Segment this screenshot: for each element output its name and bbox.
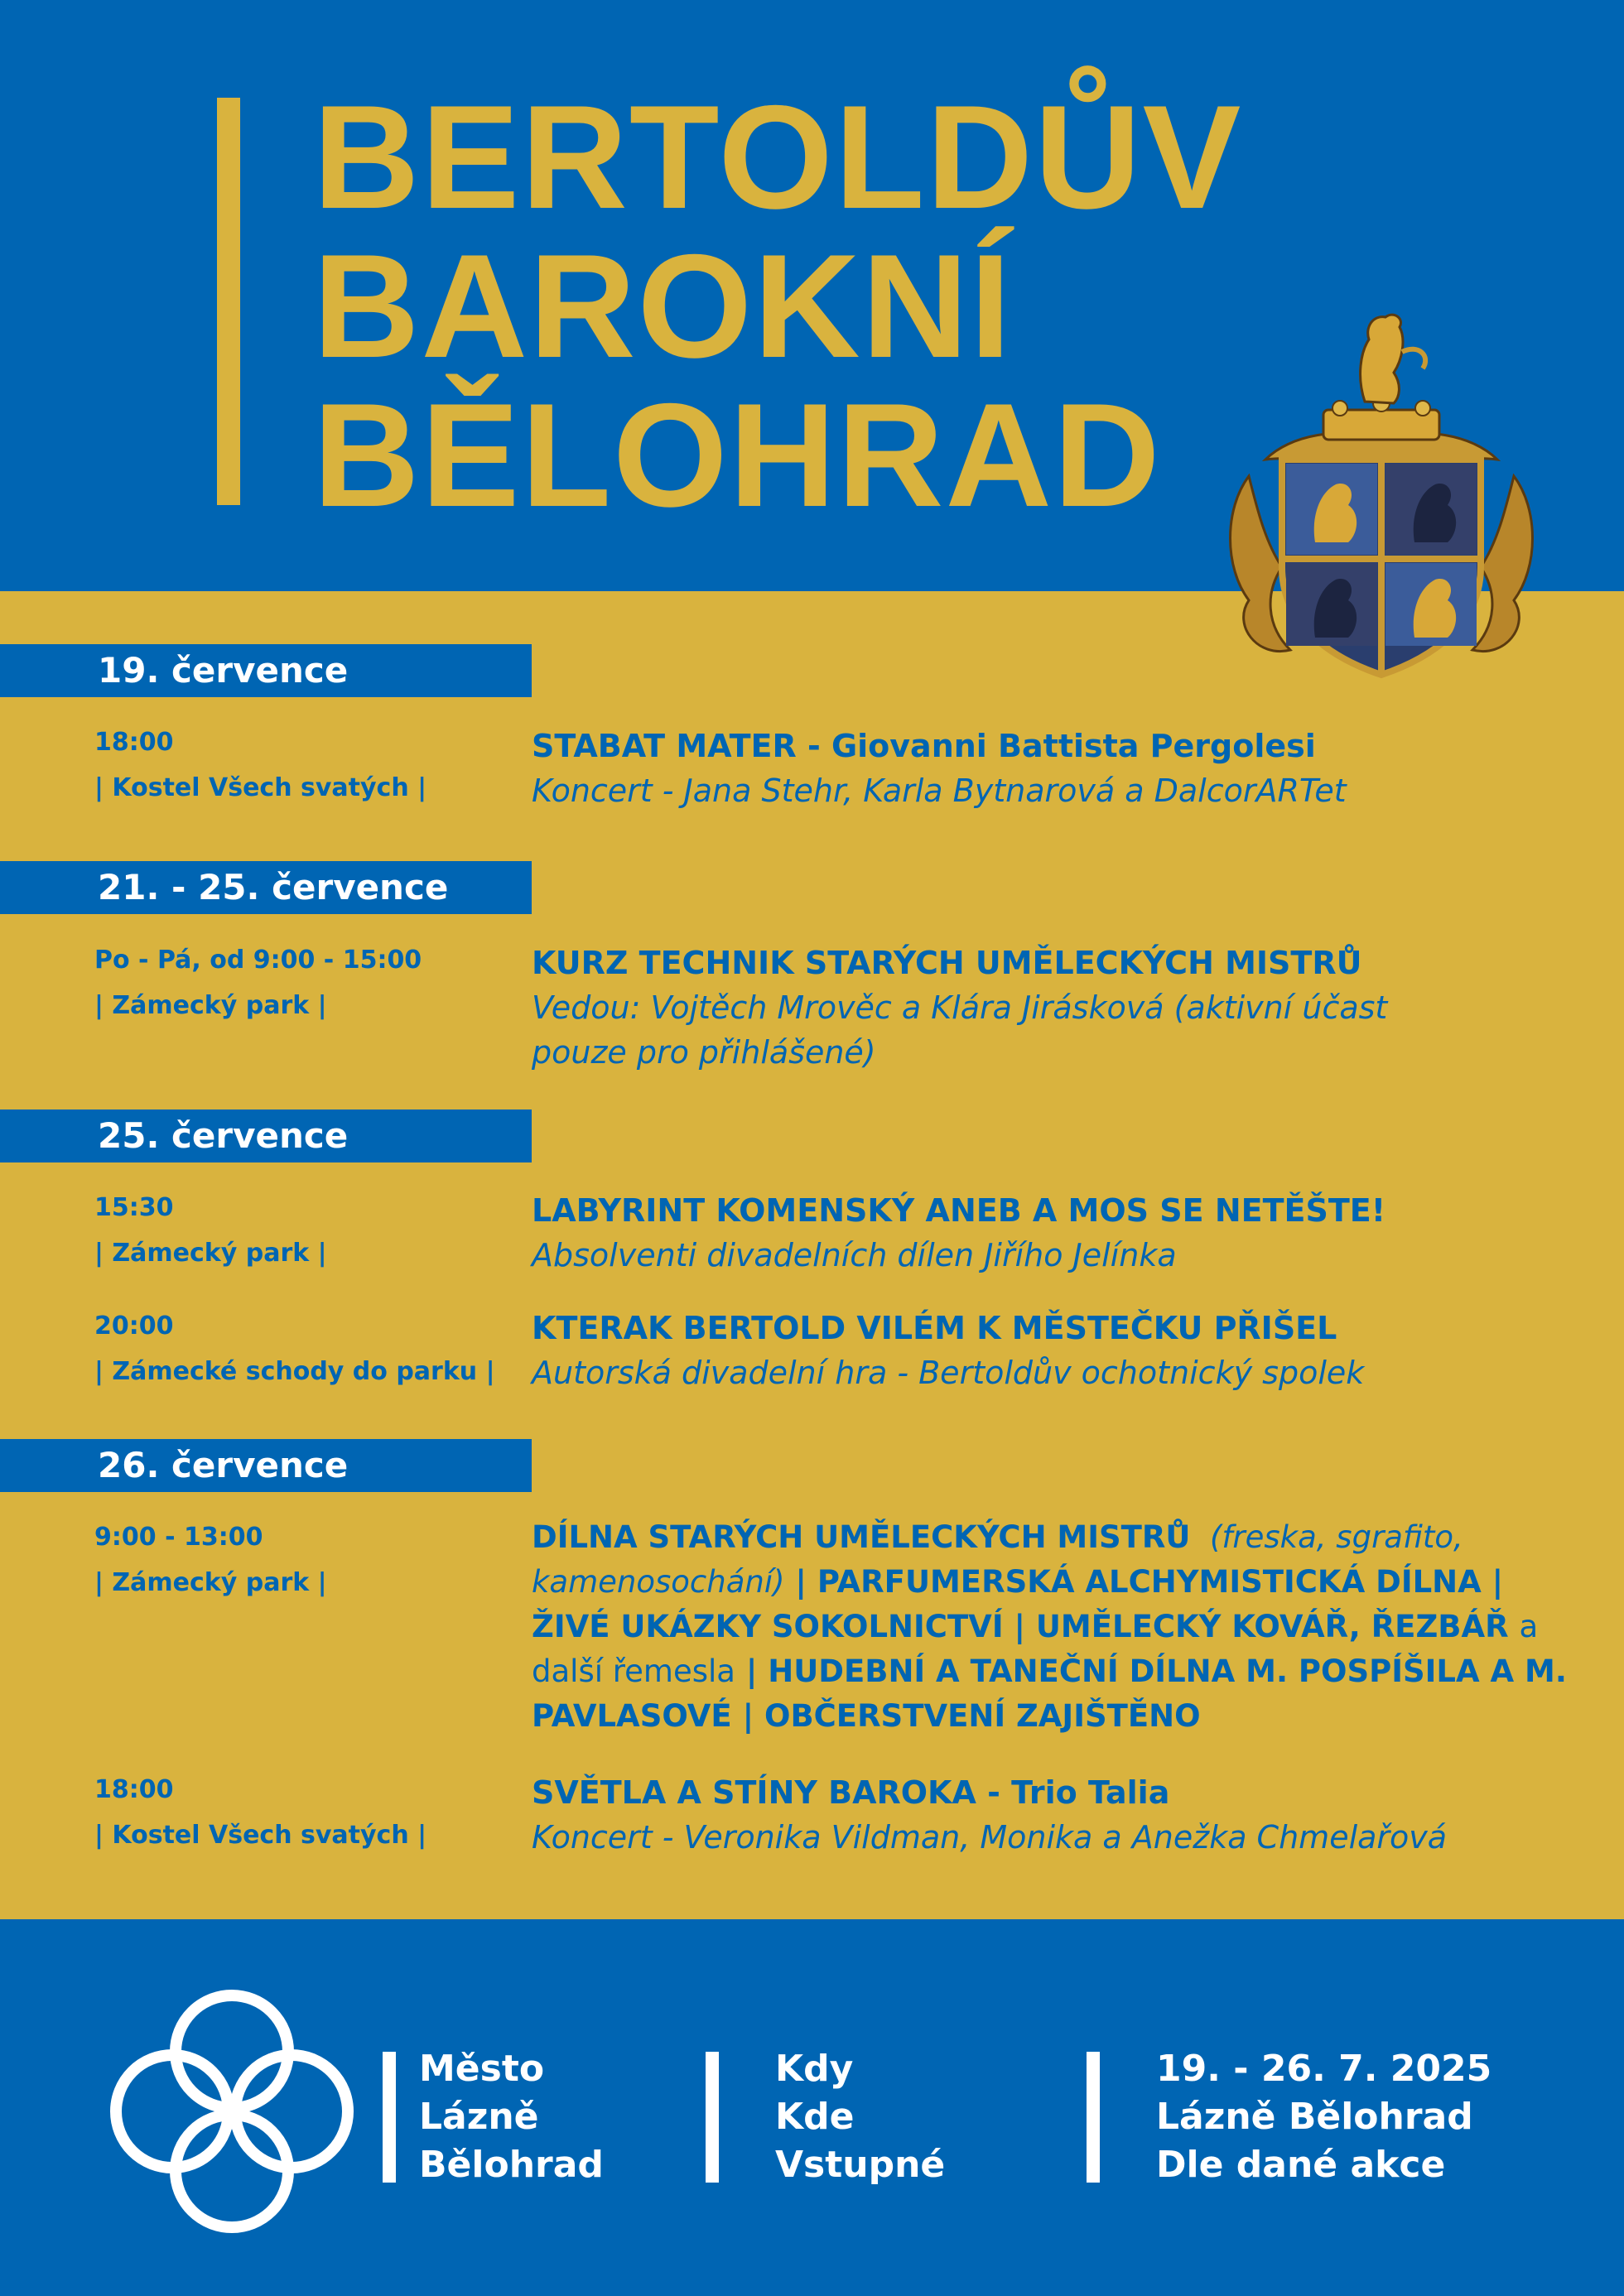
event-time: 9:00 - 13:00: [94, 1523, 263, 1552]
event-time: 18:00: [94, 728, 174, 757]
date-header-26-july: 26. července: [0, 1439, 532, 1492]
event-time: 15:30: [94, 1193, 174, 1222]
title-line-1: BERTOLDŮV: [313, 75, 1243, 239]
date-header-25-july: 25. července: [0, 1109, 532, 1162]
workshop-description: [532, 1515, 1567, 1739]
title-line-3: BĚLOHRAD: [313, 373, 1162, 537]
footer-label-when: Kdy: [775, 2048, 854, 2090]
footer-info-labels: [775, 2045, 945, 2189]
footer-divider: [1087, 2052, 1100, 2183]
event-title: LABYRINT KOMENSKÝ ANEB A MOS SE NETĚŠTE!: [532, 1192, 1386, 1229]
title-accent-bar: [217, 98, 240, 505]
event-subtitle: Absolventi divadelních dílen Jiřího Jelínka: [532, 1237, 1177, 1273]
footer-label-admission: Vstupné: [775, 2144, 946, 2186]
event-subtitle: Autorská divadelní hra - Bertoldův ochotnický spolek: [532, 1355, 1365, 1391]
footer-town-name: [419, 2045, 604, 2189]
footer-divider: [383, 2052, 396, 2183]
event-subtitle: Koncert - Veronika Vildman, Monika a Anežka Chmelařová: [532, 1819, 1448, 1856]
workshop-crafts: a další řemesla: [532, 1609, 1539, 1689]
town-logo-icon: [99, 1979, 364, 2244]
event-time: 20:00: [94, 1312, 174, 1341]
workshop-title: DÍLNA STARÝCH UMĚLECKÝCH MISTRŮ: [532, 1519, 1191, 1555]
event-place: | Zámecký park |: [94, 1568, 327, 1597]
footer-label-where: Kde: [775, 2096, 855, 2138]
event-place: | Zámecký park |: [94, 991, 327, 1020]
event-place: | Zámecký park |: [94, 1239, 327, 1268]
footer-town-line-1: Město: [419, 2048, 545, 2090]
footer-value-when: 19. - 26. 7. 2025: [1156, 2048, 1492, 2090]
event-place: | Zámecké schody do parku |: [94, 1357, 495, 1386]
coat-of-arms-icon: [1216, 294, 1547, 691]
footer-town-line-2: Lázně: [419, 2096, 539, 2138]
event-title: SVĚTLA A STÍNY BAROKA - Trio Talia: [532, 1774, 1170, 1811]
footer-value-admission: Dle dané akce: [1156, 2144, 1446, 2186]
event-title: STABAT MATER - Giovanni Battista Pergolesi: [532, 728, 1316, 764]
footer-value-where: Lázně Bělohrad: [1156, 2096, 1473, 2138]
event-title: KTERAK BERTOLD VILÉM K MĚSTEČKU PŘIŠEL: [532, 1310, 1337, 1346]
event-title: KURZ TECHNIK STARÝCH UMĚLECKÝCH MISTRŮ: [532, 945, 1362, 981]
event-subtitle: Koncert - Jana Stehr, Karla Bytnarová a DalcorARTet: [532, 773, 1347, 809]
event-time: Po - Pá, od 9:00 - 15:00: [94, 946, 422, 975]
workshop-music-dance: | HUDEBNÍ A TANEČNÍ DÍLNA M. POSPÍŠILA A M. PAVLASOVÉ | OBČERSTVENÍ ZAJIŠTĚNO: [532, 1653, 1567, 1734]
date-header-19-july: 19. července: [0, 644, 532, 697]
event-place: | Kostel Všech svatých |: [94, 773, 427, 802]
title-line-2: BAROKNÍ: [313, 224, 1013, 388]
workshop-activities: | PARFUMERSKÁ ALCHYMISTICKÁ DÍLNA | ŽIVÉ UKÁZKY SOKOLNICTVÍ | UMĚLECKÝ KOVÁŘ, ŘEZBÁŘ: [532, 1564, 1520, 1644]
poster-title: [313, 75, 1290, 537]
footer-town-line-3: Bělohrad: [419, 2144, 604, 2186]
event-subtitle: Vedou: Vojtěch Mrověc a Klára Jirásková (aktivní účast pouze pro přihlášené): [532, 989, 1388, 1071]
footer-divider: [706, 2052, 719, 2183]
date-header-21-25-july: 21. - 25. července: [0, 861, 532, 914]
event-place: | Kostel Všech svatých |: [94, 1821, 427, 1850]
footer-info-values: [1156, 2045, 1491, 2189]
workshop-techniques: (freska, sgrafito, kamenosochání): [532, 1519, 1463, 1600]
event-time: 18:00: [94, 1775, 174, 1804]
